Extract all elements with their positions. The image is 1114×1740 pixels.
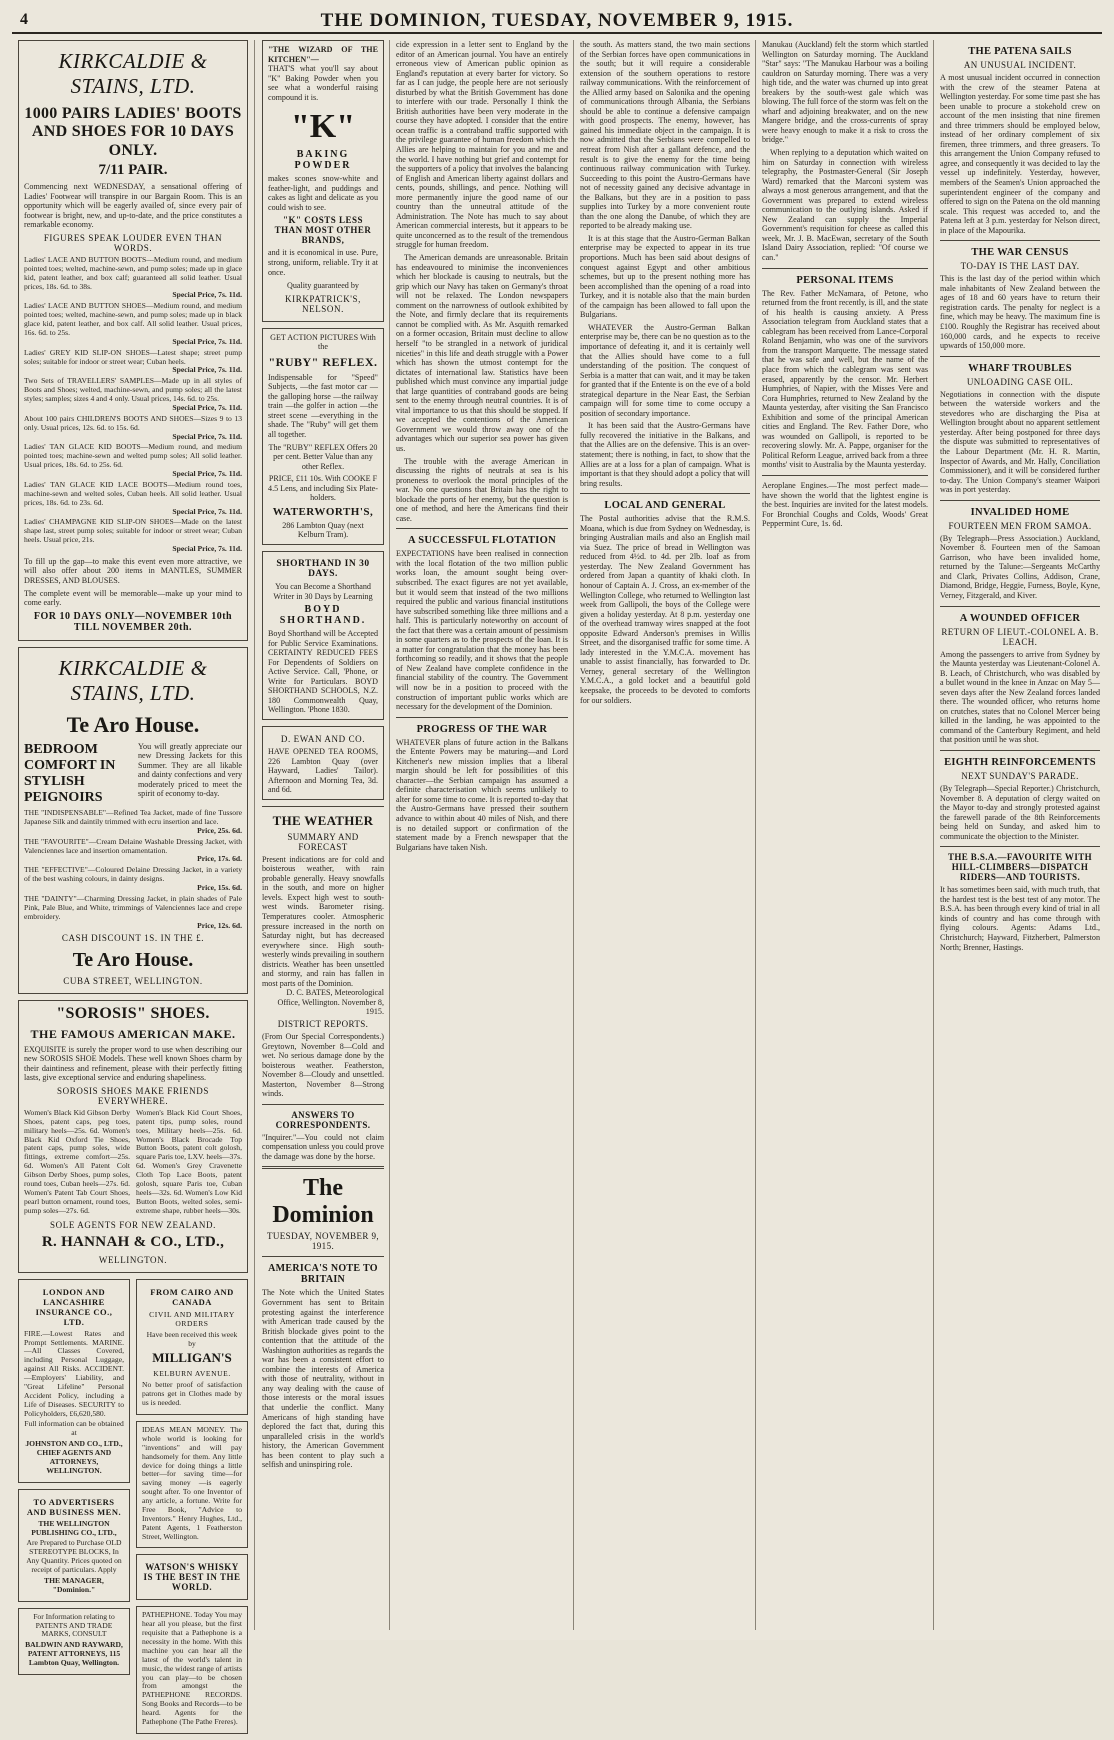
invalided-subheading: FOURTEEN MEN FROM SAMOA. bbox=[948, 520, 1092, 531]
invalided-heading: INVALIDED HOME bbox=[970, 506, 1070, 518]
article-text: When replying to a deputation which waited on him on Saturday in connection with wireless telegraphy, the Postmaster-General (Sir Joseph Ward) remarked that the Marconi system was always a most generous arrangement, and that the Government was prepared to extend wireless communication to the outlying islands. Asked if New Zealand can supply the Imperial Government's requisition for cheese as called this week, Mr. J. B. MacEwan, secretary of the South Island Dairy Association, replied: "Of course we can." bbox=[762, 148, 928, 263]
kirkcaldie-boots-ad bbox=[18, 40, 248, 641]
bedroom-headline: BEDROOM COMFORT IN STYLISH PEIGNOIRS bbox=[24, 741, 116, 805]
war-census-heading: THE WAR CENSUS bbox=[971, 247, 1069, 259]
ad-text: makes scones snow-white and feather-light, and puddings and cakes as light and delicate as you could wish to see. bbox=[268, 174, 378, 212]
bsa-heading: THE B.S.A.—FAVOURITE WITH HILL-CLIMBERS—DISPATCH RIDERS—AND TOURISTS. bbox=[947, 852, 1093, 883]
item-description: THE "FAVOURITE"—Cream Delaine Washable Dressing Jacket, with Valenciennes lace and insertion ornamentation. bbox=[24, 836, 242, 855]
ad-text: The "RUBY" REFLEX Offers 20 per cent. Better Value than any other Reflex. bbox=[268, 442, 378, 471]
column-rule bbox=[254, 40, 255, 1630]
sole-agents: SOLE AGENTS FOR NEW ZEALAND. bbox=[50, 1220, 216, 1231]
ad-price: 7/11 PAIR. bbox=[98, 162, 168, 179]
ad-dates: FOR 10 DAYS ONLY—NOVEMBER 10th TILL NOVEMBER 20th. bbox=[33, 610, 233, 633]
ad-headline: FROM CAIRO AND CANADA bbox=[150, 1286, 234, 1307]
te-aro-house-logo: Te Aro House. bbox=[72, 949, 194, 972]
answers-text: "Inquirer."—You could not claim compensation unless you could prove the damage was done by the horse. bbox=[262, 1132, 384, 1161]
war-census-text: This is the last day of the period within which male inhabitants of New Zealand between the ages of 18 and 60 years have to return their registration cards. The penalty for neglect is a fine, which may be heavy. The maximum fine is £100. Roughly the Registrar has received about 160,000 cards, and he expects to receive upwards of 150,000 more. bbox=[940, 274, 1100, 351]
shorthand-ad bbox=[262, 551, 384, 720]
article-text: It has been said that the Austro-Germans have fully recovered the initiative in the Balkans, and that the Allies are on the defensive. This is an over-statement; there is nothing, in fact, to show that the Allies are at a loss for a plan of campaign. What is important is that they should adopt a policy that will bring results. bbox=[580, 421, 750, 488]
ad-text: GET ACTION PICTURES With the bbox=[270, 332, 376, 352]
tea-rooms-ad bbox=[262, 726, 384, 800]
list-item bbox=[24, 415, 242, 442]
ad-text: IDEAS MEAN MONEY. The whole world is looking for "inventions" and will pay handsomely for them. Any little device for doing things a little better—for saving time—for saving money —is eagerly sought after. To one Inventor of any article, a fortune. Write for Free Book, "Advice to Inventors." Henry Hughes, Ltd., Patent Agents, 1 Featherston Street, Wellington. bbox=[142, 1425, 242, 1541]
advertiser-name: KIRKCALDIE & STAINS, LTD. bbox=[58, 49, 208, 98]
baking-powder-ad bbox=[262, 40, 384, 322]
hannah-name: R. HANNAH & CO., LTD., bbox=[41, 1234, 225, 1251]
patena-subheading: AN UNUSUAL INCIDENT. bbox=[963, 60, 1077, 70]
london-lancashire-ad bbox=[18, 1279, 130, 1483]
article-text: It is at this stage that the Austro-German Balkan enterprise may be expected to appear in its true proportions. Much has been said about designs of conquest against Egypt and other ambitious schemes, but up to the present nothing more has been accomplished than the opening of a road into Turkey, and it is notable also that the main burden of the campaign has been allowed to fall upon the Bulgarians. bbox=[580, 233, 750, 320]
masthead bbox=[12, 8, 1102, 34]
column-4 bbox=[576, 40, 754, 1630]
dominion-title: The Dominion bbox=[272, 1175, 374, 1229]
milligans-address: KELBURN AVENUE. bbox=[153, 1369, 231, 1379]
sorosis-shoes-ad bbox=[18, 1000, 248, 1272]
milligans-ad bbox=[136, 1279, 248, 1415]
editorial-heading: AMERICA'S NOTE TO BRITAIN bbox=[268, 1263, 378, 1286]
ad-text: Indispensable for "Speed" Subjects, —the fast motor car —the galloping horse —the railway train —the golfer in action —the street scene —everything in the shade. The "Ruby" will get them all together. bbox=[268, 372, 378, 440]
te-aro-house-ad bbox=[18, 647, 248, 995]
waterworths-address: 286 Lambton Quay (next Kelburn Tram). bbox=[282, 520, 364, 540]
editorial-date: TUESDAY, NOVEMBER 9, 1915. bbox=[266, 1231, 379, 1252]
ad-headline: "SOROSIS" SHOES. bbox=[56, 1005, 210, 1023]
page-number: 4 bbox=[20, 11, 28, 28]
column-rule bbox=[389, 40, 390, 1630]
ad-headline: WATSON'S WHISKY IS THE BEST IN THE WORLD. bbox=[143, 1562, 241, 1593]
cash-discount: CASH DISCOUNT 1S. IN THE £. bbox=[61, 933, 205, 944]
list-item bbox=[24, 481, 242, 517]
boyd-shorthand: BOYD SHORTHAND. bbox=[279, 604, 367, 627]
ad-text: HAVE OPENED TEA ROOMS, 226 Lambton Quay (over Hayward, Ladies' Tailor). Afternoon and Morning Tea, 3d. and 6d. bbox=[268, 746, 378, 795]
ad-headline: LONDON AND LANCASHIRE INSURANCE CO., LTD. bbox=[35, 1286, 113, 1327]
item-description: THE "EFFECTIVE"—Coloured Delaine Dressing Jacket, in a variety of the best washing colours, in dainty designs. bbox=[24, 865, 242, 884]
bsa-text: It has sometimes been said, with much truth, that the hardest test is the best test of any motor. The B.S.A. has been through every kind of trial in all kinds of country and has come through with flying colours. Agents: Adams Ltd., Christchurch; Hayward, Fitzherbert, Palmerston North; Brenner, Hastings. bbox=[940, 885, 1100, 952]
item-description: Ladies' LACE AND BUTTON BOOTS—Medium round, and medium pointed toes; welted, machine-sewn, and pump soles; made up in glace kid, patent leather, and box calf; guaranteed all solid leather. Usual prices, 18s. 6d. to 38s. bbox=[24, 254, 242, 291]
ad-subheading: FIGURES SPEAK LOUDER EVEN THAN WORDS. bbox=[43, 232, 223, 253]
ruby-reflex-ad bbox=[262, 328, 384, 545]
wounded-heading: A WOUNDED OFFICER bbox=[959, 612, 1081, 624]
district-text: (From Our Special Correspondents.) Greytown, November 8—Cold and wet. No serious damage done by the boisterous weather. Featherston, November 8—Cloudy and unsettled. Masterton, November 8—Strong winds. bbox=[262, 1032, 384, 1099]
ad-headline: SHORTHAND IN 30 DAYS. bbox=[276, 558, 370, 579]
ad-price: PRICE, £11 10s. With COOKE F 4.5 Lens, and including Six Plate-holders. bbox=[268, 474, 378, 503]
ad-text: Full information can be obtained at bbox=[24, 1419, 124, 1438]
ad-headline: 1000 PAIRS LADIES' BOOTS AND SHOES FOR 10 DAYS ONLY. bbox=[24, 105, 242, 159]
bedroom-text: You will greatly appreciate our new Dressing Jackets for this Summer. They are all likable and dainty confections and very moderately priced to meet the spirit of economy to-day. bbox=[138, 741, 242, 799]
personal-items-heading: PERSONAL ITEMS bbox=[796, 274, 894, 286]
column-6 bbox=[936, 40, 1104, 1630]
ad-text: Have been received this week by bbox=[146, 1329, 238, 1348]
ideas-money-ad bbox=[136, 1421, 248, 1548]
ad-subheadline: "K" COSTS LESS THAN MOST OTHER BRANDS, bbox=[274, 215, 372, 246]
manager-contact: THE MANAGER, "Dominion." bbox=[44, 1575, 104, 1594]
ad-subheading: SOROSIS SHOES MAKE FRIENDS EVERYWHERE. bbox=[57, 1085, 209, 1106]
article-text: cide expression in a letter sent to England by the editor of an American journal. You have an entirely erroneous view of American public opinion as England's reputation at every barter for victory. So far as I can judge, the people here are not seriously disturbed by what the British Government has done to interfere with our trade. Personally I think the British authorities have been very moderate in the course they have adopted. I consider that the entire ocean traffic is a contraband traffic supported with the privilege guarantee of human freedom which the Allies are helping to maintain for you and me and the world. I have nothing but grief and contempt for the supporters of a policy that involves the balancing of English and American liberty against dollars and cents, pounds, shillings, and pence. Nothing will more permanently injure the good name of our country than the unneutral attitude of the Administration. The Note has much to say about American commercial interests, but it appears to be quite unconcerned as to the result of the tremendous struggle for human freedom. bbox=[396, 40, 568, 250]
baking-powder-label: BAKING POWDER bbox=[294, 149, 352, 172]
weather-text: Present indications are for cold and boisterous weather, with rain probable generally. Heavy snowfalls in the south, and more on higher levels. Expect high west to south-west winds. Barometer rising. Temperatures cooler. Atmospheric pressure increased in the north on Saturday night, but has decreased everywhere since. High south-westerly winds prevailing in southern districts. Weather has been unsettled and stormy, and rain has fallen in most parts of the Dominion. bbox=[262, 854, 384, 988]
article-text: WHATEVER the Austro-German Balkan enterprise may be, there can be no question as to the importance of defeating it, and it is certainly well that the Allies should have come to a full understanding of the position. The conquest of Serbia is a matter that can wait, and it may be taken for granted that if the Entente is on the eve of a bold strategical departure in the Near East, the Serbian campaign will for some time to come occupy a position of secondary importance. bbox=[580, 322, 750, 418]
item-description: Ladies' GREY KID SLIP-ON SHOES—Latest shape; street pump soles; suitable for indoor or street wear; Cuban heels. bbox=[24, 347, 242, 366]
johnston-agents: JOHNSTON AND CO., LTD., CHIEF AGENTS AND ATTORNEYS, WELLINGTON. bbox=[25, 1439, 123, 1475]
item-price: Price, 15s. 6d. bbox=[197, 883, 242, 893]
ad-headline: "RUBY" REFLEX. bbox=[268, 354, 378, 369]
district-heading: DISTRICT REPORTS. bbox=[277, 1019, 369, 1029]
editorial-text: The Note which the United States Government has sent to Britain protesting against the interference with American trade caused by the British blockade gives point to the contention that the attitude of the Washington authorities as regards the war has been a consistent effort to combine the interests of America with those of neutrality, without in any way dealing with the cause of those interests or the moral issues that underlie the conflict. Many Americans of high standing have deplored the fact that, during this unparalleled crisis in the world's history, the American Government has been content to play such a selfish and uninspiring role. bbox=[262, 1288, 384, 1470]
weather-heading: THE WEATHER bbox=[272, 812, 374, 828]
column-1-advertisements bbox=[14, 40, 252, 1726]
column-3 bbox=[392, 40, 572, 1630]
ad-text: For Information relating to PATENTS AND TRADE MARKS, CONSULT bbox=[33, 1611, 115, 1639]
k-logo: "K" bbox=[290, 108, 356, 146]
item-price: Special Price, 7s. 11d. bbox=[172, 506, 242, 516]
boot-items-list bbox=[24, 256, 242, 554]
ad-subheadline: THE FAMOUS AMERICAN MAKE. bbox=[30, 1026, 236, 1041]
article-text: Aeroplane Engines.—The most perfect made—have shown the world that the lightest engine is the best. Inquiries are invited for the latest models. For Bronchial Coughs and Colds, Woods' Great Peppermint Cure, 1s. 6d. bbox=[762, 480, 928, 529]
ad-text: You can Become a Shorthand Writer in 30 Days by Learning bbox=[273, 581, 373, 601]
list-item bbox=[24, 838, 242, 865]
ad-text: EXQUISITE is surely the proper word to use when describing our new SOROSIS SHOE Models. These well known Shoes charm by their daintiness and refinement, please with their perfectly fitting lasts, give exceptional service and enduring shapeliness. bbox=[24, 1044, 242, 1083]
item-price: Special Price, 7s. 11d. bbox=[172, 431, 242, 441]
publisher-name: THE WELLINGTON PUBLISHING CO., LTD., bbox=[31, 1518, 117, 1537]
war-census-subheading: TO-DAY IS THE LAST DAY. bbox=[960, 261, 1080, 272]
baldwin-rayward: BALDWIN AND RAYWARD, PATENT ATTORNEYS, 115 Lambton Quay, Wellington. bbox=[25, 1640, 123, 1668]
te-aro-house-logo: Te Aro House. bbox=[66, 711, 200, 737]
local-general-text: The Postal authorities advise that the R.M.S. Moana, which is due from Sydney on Wednesday, is bringing Australian mails and also an English mail via Suez. The price of bread in Wellington was reduced from 4½d. to 4d. per 2lb. loaf as from yesterday. The New Zealand Government has ordered from Japan a quantity of khaki cloth. In honour of Captain A. J. Cross, an ex-member of the Wellington College, who returned to Wellington last week from Gallipoli, the boys of the College were given a holiday yesterday. At 8 p.m. yesterday one of the overhead tramway wires snapped at the foot opposite Edward Anderson's premises in Willis Street, and the disorganised traffic for some time. A lady interested in the Y.M.C.A. movement has unable to assist financially, has forwarded to Dr. Verney, general secretary of the Wellington Y.M.C.A., a gold locket and a beautiful gold keepsake, the proceeds to be devoted to comforts for our soldiers. bbox=[580, 514, 750, 705]
column-rule bbox=[573, 40, 574, 1630]
eighth-subheading: NEXT SUNDAY'S PARADE. bbox=[961, 770, 1079, 781]
sorosis-right-list: Women's Black Kid Court Shoes, patent tips, pump soles, round toes, Military heels—25s. 6d. Women's Black Brocade Top Button Boots, patent colt golosh, square Paris toe, LXV. heels—37s. 6d. Women's Grey Cravenette Cloth Top Lace Boots, patent golosh, square Paris toe, Cuban heels—32s. 6d. Women's Low Kid Button Boots, welted soles, semi-extreme shape, rubber heels—30s. bbox=[136, 1107, 242, 1215]
ad-text: Quality guaranteed by bbox=[287, 281, 359, 291]
war-progress-heading: PROGRESS OF THE WAR bbox=[416, 723, 548, 735]
ad-text: Are Prepared to Purchase OLD STEREOTYPE BLOCKS, In Any Quantity. Prices quoted on receipt of particulars. Apply bbox=[26, 1538, 122, 1575]
kirkpatricks: KIRKPATRICK'S, NELSON. bbox=[285, 293, 361, 314]
list-item bbox=[24, 302, 242, 346]
item-description: Two Sets of TRAVELLERS' SAMPLES—Made up in all styles of Boots and Shoes; welted, machine-sewn, and pump soles; all the latest styles; samples; sizes 4 and 4 only. Usual prices, 14s. 6d. to 25s. bbox=[24, 376, 242, 404]
item-price: Special Price, 7s. 11d. bbox=[172, 544, 242, 554]
item-price: Special Price, 7s. 11d. bbox=[172, 365, 242, 375]
publishing-ad bbox=[18, 1489, 130, 1602]
article-text: The American demands are unreasonable. Britain has endeavoured to minimise the inconveniences which her blockade is causing to neutrals, but the grip which our Navy has taken on Germany's throat will not be relaxed. The London newspapers comment on the narrowness of outlook exhibited by the Note, and firmly declare that its requirements cannot be complied with. As Mr. Asquith remarked on a former occasion, Britain must decline to allow herself "to be strangled in a network of juridical niceties" in this life and death struggle with a Power which has shown the utmost contempt for the dictates of international law. Statistics have been published which must convince any impartial judge that large quantities of contraband goods are being sent to the enemy through neutral countries. It is of vital importance to us that this should be stopped. If we accepted the contentions of the American Government we would throw away one of the advantages which our superior sea power has given us. bbox=[396, 253, 568, 453]
item-description: Ladies' TAN GLACE KID BOOTS—Medium round, and medium pointed toes; machine-sewn and welted pump soles; All solid leather. Usual prices, 18s. 6d. to 25s. 6d. bbox=[24, 442, 242, 470]
local-general-heading: LOCAL AND GENERAL bbox=[604, 500, 726, 512]
eighth-heading: EIGHTH REINFORCEMENTS bbox=[944, 756, 1096, 768]
war-progress-text: WHATEVER plans of future action in the Balkans the Entente Powers may be maturing—and Lord Kitchener's new mission implies that a liberal margin should be left for possibilities of this character—the Serbian campaign has assumed a definite characterisation which seems unlikely to alter for some time to come. It is reported to-day that the Austro-Germans have pressed their southern advance to within about 40 miles of Nish, and there is no detailed support or confirmation of the statement made by a French newspaper that the Bulgarians have taken Nish. bbox=[396, 737, 568, 852]
sorosis-left-list: Women's Black Kid Gibson Derby Shoes, patent caps, peg toes, military heels—25s. 6d. Women's Black Kid Oxford Tie Shoes, patent caps, pump soles, wide fittings, extreme comfort—25s. 6d. Women's All Patent Colt Gibson Derby Shoes, pump soles, round toes, Cuban heels—27s. 6d. Women's Patent Tab Court Shoes, pearl button ornament, round toes, pump soles—27s. 6d. bbox=[24, 1107, 130, 1215]
column-5 bbox=[758, 40, 932, 1630]
weather-signature: D. C. BATES, Meteorological Office, Wellington. November 8, 1915. bbox=[277, 988, 384, 1017]
article-text: the south. As matters stand, the two main sections of the Serbian forces have open communications in the south; but it will require a considerable extension of the southern operations to restore railway communications. With the reinforcement of the Allied army based on Salonika and the opening of communications through Albania, the Serbians should be able to continue a defensive campaign with good prospects. The enemy, however, has gained his immediate object in the campaign. It is now admitted that the Serbians were compelled to retreat from Nish after a gallant defence, and the result is to give the enemy for the time being continuous railway communication with Turkey. Succeeding to this point the Austro-Germans have not of necessity gained any decisive advantage in the Balkans, but they are in a position to pass supplies into Turkey by a more convenient route than the one along the Danube, of which they are reported to be already making use. bbox=[580, 40, 750, 231]
list-item bbox=[24, 518, 242, 554]
item-price: Special Price, 7s. 11d. bbox=[172, 469, 242, 479]
ad-headline: TO ADVERTISERS AND BUSINESS MEN. bbox=[26, 1496, 122, 1517]
item-description: Ladies' CHAMPAGNE KID SLIP-ON SHOES—Made on the latest shape last, street pump soles; suitable for indoor or street wear; Cuban heels. Usual price, 21s. bbox=[24, 517, 242, 545]
ad-text: and it is economical in use. Pure, strong, uniform, reliable. Try it at once. bbox=[268, 248, 378, 277]
ad-text: No better proof of satisfaction patrons get in Clothes made by us is needed. bbox=[142, 1380, 242, 1408]
item-price: Price, 12s. 6d. bbox=[197, 920, 242, 930]
item-description: Ladies' TAN GLACE KID LACE BOOTS—Medium round toes, machine-sewn and welted soles, Cuban heels. All solid leather. Usual prices, 18s. 6d. to 23s. 6d. bbox=[24, 479, 242, 507]
list-item bbox=[24, 443, 242, 479]
wharf-text: Negotiations in connection with the dispute between the waterside workers and the stevedores who are discharging the Pisa at Wellington brought about no apparent settlement yesterday. After being postponed for three days the dispute was submitted to representatives of the Labour Department (Mr. H. R. Martin, Inspector of Awards, and Mr. Hally, Conciliation Commissioner), and it will be considered further to-day. The Union Company's steamer Waipori was in port yesterday. bbox=[940, 389, 1100, 495]
ad-text: Boyd Shorthand will be Accepted for Public Service Examinations. CERTAINTY REDUCED FEES For Dependents of Soldiers on Active Service. Call, 'Phone, or Write for Particulars. BOYD SHORTHAND SCHOOLS, N.Z. 180 Commonwealth Quay, Wellington. 'Phone 1830. bbox=[268, 629, 378, 715]
item-price: Price, 25s. 6d. bbox=[197, 825, 242, 835]
item-description: THE "DAINTY"—Charming Dressing Jacket, in plain shades of Pale Pink, Pale Blue, and White, trimmings of Valenciennes lace and crepe embroidery. bbox=[24, 893, 242, 921]
invalided-text: (By Telegraph—Press Association.) Auckland, November 8. Fourteen men of the Samoan Garrison, who have been invalided home, returned by the Talune:—Sergeants McCarthy and Clark, Privates Collins, Addison, Crane, Diamond, Bridge, Heggie, Furness, Boyle, Kyne, Verney, Fitzgerald, and Kiver. bbox=[940, 533, 1100, 600]
waterworths-name: WATERWORTH'S, bbox=[272, 505, 374, 518]
article-text: Manukau (Auckland) felt the storm which startled Wellington on Saturday morning. The Auckland "Star" says: "The Manukau Harbour was a boiling cauldron on Saturday morning. There was a very high tide, and the water was churned up into great breakers by the south-west gale which was blowing. The full force of the storm was felt on the wharf and adjoining breakwater, and on the new Mangere bridge, and the cross-currents of spray were heavy enough to make it a risk to cross the bridge." bbox=[762, 40, 928, 145]
item-description: THE "INDISPENSABLE"—Refined Tea Jacket, made of fine Tussore Japanese Silk and daintily trimmed with ecru insertion and lace. bbox=[24, 808, 242, 826]
list-item bbox=[24, 809, 242, 836]
te-aro-address: CUBA STREET, WELLINGTON. bbox=[63, 976, 203, 987]
item-price: Special Price, 7s. 11d. bbox=[172, 336, 242, 346]
watsons-whisky-ad bbox=[136, 1554, 248, 1600]
jacket-items-list bbox=[24, 809, 242, 930]
item-description: About 100 pairs CHILDREN'S BOOTS AND SHOES—Sizes 9 to 13 only. Usual prices, 12s. 6d. to 15s. 6d. bbox=[24, 413, 242, 432]
list-item bbox=[24, 256, 242, 300]
item-price: Special Price, 7s. 11d. bbox=[172, 290, 242, 300]
answers-heading: ANSWERS TO CORRESPONDENTS. bbox=[275, 1109, 371, 1130]
column-2 bbox=[258, 40, 388, 1630]
item-price: Price, 17s. 6d. bbox=[197, 854, 242, 864]
flotation-text: EXPECTATIONS have been realised in connection with the local flotation of the two million public works loan, the amount sought being over-subscribed. The exact figures are not yet available, but it would seem that instead of the two millions required the public and various financial institutions have subscribed something like three millions and a half. This is particularly noteworthy on account of the fact that there was a certain amount of pessimism in some quarters as to the prospects of the loan. It is a matter for congratulation that the money has been forthcoming so readily, and it shows that the people of New Zealand have complete confidence in the financial stability of the country. The Government will now be in a position to proceed with the construction of important public works which are necessary for the development of the Dominion. bbox=[396, 549, 568, 712]
ad-text: FIRE.—Lowest Rates and Prompt Settlements. MARINE.—All Classes Covered, including Personal Luggage, against All Risks. ACCIDENT.—Employers' Liability, and "Great Lifeline" Personal Accident Policy, including a Life of Diseases. SECURITY to Policyholders, £6,620,580. bbox=[24, 1328, 124, 1418]
patents-ad bbox=[18, 1608, 130, 1675]
hannah-city: WELLINGTON. bbox=[98, 1254, 168, 1265]
article-text: The trouble with the average American in discussing the rights of neutrals at sea is his proneness to overlook the moral principles of the war. No one questions that Britain has the right to blockade the ports of her enemy, but the question is one of method, and here the Americans find their case. bbox=[396, 456, 568, 523]
flotation-heading: A SUCCESSFUL FLOTATION bbox=[408, 535, 556, 547]
eighth-text: (By Telegraph—Special Reporter.) Christchurch, November 8. A deputation of clergy waited on the Mayor to-day and strongly protested against the farewell parade of the 8th Reinforcements being held on Sunday, and asked him to communicate the objection to the Minister. bbox=[940, 783, 1100, 841]
list-item bbox=[24, 349, 242, 376]
list-item bbox=[24, 377, 242, 413]
pathephone-ad bbox=[136, 1606, 248, 1733]
patena-text: A most unusual incident occurred in connection with the crew of the steamer Patena at Wellington yesterday. For some time past she has been unable to procure a stokehold crew on account of the men insisting that nine firemen and three trimmers should be employed below, instead of her ordinary complement of six firemen, three trimmers, and three greasers. To this arrangement the Union Company refused to agree, and consequently it was decided to lay the vessel up indefinitely. Yesterday, however, members of the Seamen's Union approached the superintendent engineer of the company and offered to sign on the Patena on the old manning scale. This request was acceded to, and the Patena left at 3 p.m. yesterday for Nelson direct, in place of the Mapourika. bbox=[940, 73, 1100, 235]
ad-fill-note: To fill up the gap—to make this event even more attractive, we will also offer about 200 items in MANTLES, SUMMER DRESSES, AND BLOUSES. bbox=[24, 556, 242, 585]
column-rule bbox=[755, 40, 756, 1630]
personal-items-text: The Rev. Father McNamara, of Petone, who returned from the front recently, is ill, and the state of his health is causing anxiety. A Press Association telegram from Auckland states that a cablegram has been received from Lance-Corporal Roland Benjamin, who was one of the survivors from the transport Marquette. The message stated that he was safe and well, but the name of the place from which the cablegram was sent was erased, apparently by the censor. Mr. Herbert Humphries, of Napier, with the Misses Vere and Cora Humphries, returned to New Zealand by the Maunta yesterday, after visiting the San Francisco Exhibition and some of the principal American cities and England. The Rev. Father Dore, who was wounded on Gallipoli, is reported to be recovering slowly. Mr. A. Pappe, organiser for the Political Reform League, arrived back from a three months' visit to Australia by the Maunta yesterday. bbox=[762, 288, 928, 470]
wharf-heading: WHARF TROUBLES bbox=[968, 362, 1072, 374]
wharf-subheading: UNLOADING CASE OIL. bbox=[966, 376, 1074, 387]
list-item bbox=[24, 866, 242, 893]
ewan-name: D. EWAN AND CO. bbox=[280, 733, 366, 744]
ad-headline: "THE WIZARD OF THE KITCHEN"— bbox=[268, 45, 378, 64]
milligans-name: MILLIGAN'S bbox=[152, 1350, 232, 1366]
newspaper-title: THE DOMINION, TUESDAY, NOVEMBER 9, 1915. bbox=[320, 10, 794, 31]
ad-text: THAT'S what you'll say about "K" Baking Powder when you see what a wonderful raising compound it is. bbox=[268, 64, 378, 102]
ad-text: PATHEPHONE. Today You may hear all you please, but the first requisite that a Pathephone is a necessity in the home. With this machine you can hear all the latest of the world's talent in music, the widest range of artists you can play—to be chosen from amongst the PATHEPHONE RECORDS. Song Books and Records—to be heard. Agents for the Pathephone (The Pathe Freres). bbox=[142, 1610, 242, 1726]
item-description: Ladies' LACE AND BUTTON SHOES—Medium round, and medium pointed toes; welted, machine-sewn, and pump soles; made up in black glace kid, patent leather, and box calf. All solid leather. Usual prices, 16s. 6d. to 25s. bbox=[24, 301, 242, 337]
wounded-text: Among the passengers to arrive from Sydney by the Maunta yesterday was Lieutenant-Colonel A. B. Leach, of Christchurch, who was disabled by a bullet wound in the knee in Anzac on May 5—seven days after the New Zealand forces landed there. The wounded officer, who returns home on crutches, states that no Colonel Mercer being killed in the landing, he was appointed to the command of the Canterbury Regiment, and held that position until he was shot. bbox=[940, 649, 1100, 745]
item-price: Special Price, 7s. 11d. bbox=[172, 402, 242, 412]
advertiser-name: KIRKCALDIE & STAINS, LTD. bbox=[58, 655, 208, 705]
ad-subheadline: CIVIL AND MILITARY ORDERS bbox=[149, 1309, 235, 1328]
ad-complete-note: The complete event will be memorable—make up your mind to come early. bbox=[24, 588, 242, 608]
list-item bbox=[24, 895, 242, 931]
weather-subheading: SUMMARY AND FORECAST bbox=[287, 831, 359, 852]
ad-intro: Commencing next WEDNESDAY, a sensational offering of Ladies' Footwear will transpire in our Bargain Room. This is an opportunity which will be eagerly availed of, since every pair of footwear is bright, new, and up-to-date, and the price constitutes a remarkable economy. bbox=[24, 182, 242, 230]
column-rule bbox=[933, 40, 934, 1630]
wounded-subheading: RETURN OF LIEUT.-COLONEL A. B. LEACH. bbox=[941, 626, 1099, 647]
patena-heading: THE PATENA SAILS bbox=[968, 46, 1072, 57]
